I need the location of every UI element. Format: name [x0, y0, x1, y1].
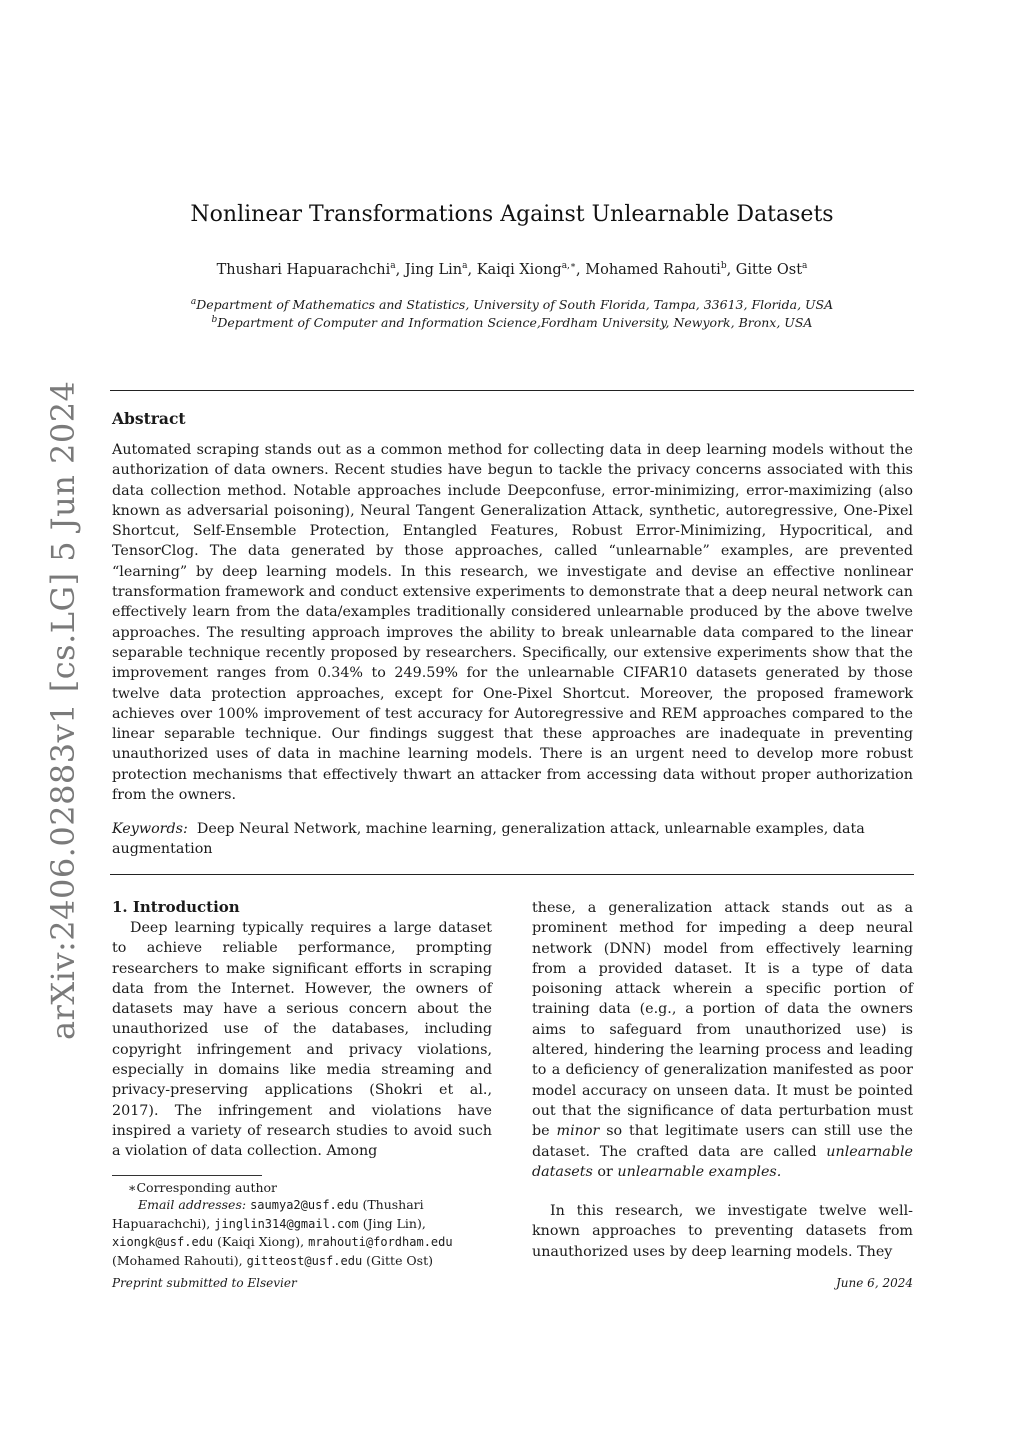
author: Jing Lin$^a$	[404, 261, 468, 278]
email-link[interactable]: mrahouti@fordham.edu	[308, 1235, 453, 1249]
author-list: Thushari Hapuarachchi$^a$, Jing Lin$^a$, Kaiqi Xiong$^{a,∗}$, Mohamed Rahouti$^b$, Gitte Ost$^a$	[216, 261, 808, 278]
intro-column-2-p2	[532, 1201, 913, 1262]
paper-title: Nonlinear Transformations Against Unlearnable Datasets	[190, 202, 834, 227]
intro-column-2	[532, 898, 913, 1182]
keywords-label: Keywords:	[112, 821, 188, 837]
abstract-heading: Abstract	[112, 409, 186, 428]
bottom-rule	[110, 874, 914, 875]
affiliation-b: $^b$Department of Computer and Information Science,Fordham University, Newyork, Bronx, USA	[211, 314, 813, 330]
email-link[interactable]: jinglin314@gmail.com	[214, 1216, 359, 1231]
author: Kaiqi Xiong$^{a,∗}$	[476, 261, 577, 278]
email-link[interactable]: gitteost@usf.edu	[246, 1253, 363, 1268]
intro-paragraph: Deep learning typically requires a large dataset to achieve reliable performance, prompting researchers to make significant efforts in scraping data from the Internet. However, the owners of datasets may have a serious concern about the unauthorized use of the databases, including copyright infringement and privacy violations, especially in domains like media streaming and privacy-preserving applications (Shokri et al., 2017). The infringement and violations have inspired a variety of research studies to avoid such a violation of data collection. Among	[112, 920, 492, 1160]
footer-preprint: Preprint submitted to Elsevier	[112, 1276, 297, 1290]
section-heading: 1. Introduction	[112, 898, 240, 916]
email-link[interactable]: xiongk@usf.edu	[112, 1235, 214, 1249]
intro-column-1	[112, 918, 492, 1162]
footnote-rule	[112, 1175, 262, 1176]
top-rule	[110, 390, 914, 391]
keywords-text: Deep Neural Network, machine learning, generalization attack, unlearnable examples, data augmentation	[112, 821, 865, 858]
intro-paragraph-2: In this research, we investigate twelve well-known approaches to preventing datasets from unauthorized uses by deep learning models. They	[532, 1203, 913, 1260]
footer-date: June 6, 2024	[836, 1276, 913, 1290]
author: Gitte Ost$^a$	[735, 261, 808, 278]
arxiv-stamp: arXiv:2406.02883v1 [cs.LG] 5 Jun 2024	[44, 380, 82, 1040]
intro-paragraph-cont: these, a generalization attack stands out as a prominent method for impeding a deep neural network (DNN) model from effectively learning from a provided dataset. It is a type of data poisoning attack wherein a specific portion of training data (e.g., a portion of data the owners aims to safeguard from unauthorized use) is altered, hindering the learning process and leading to a deficiency of generalization manifested as poor model accuracy on unseen data. It must be pointed out that the significance of data perturbation must be minor so that legitimate users can still use the dataset. The crafted data are called unlearnable datasets or unlearnable examples.	[532, 900, 914, 1180]
affiliation-a: $^a$Department of Mathematics and Statistics, University of South Florida, Tampa, 33613, Florida, USA	[190, 296, 834, 312]
corresponding-author-note: ∗Corresponding author	[128, 1180, 278, 1195]
abstract-text: Automated scraping stands out as a common method for collecting data in deep learning models without the authorization of data owners. Recent studies have begun to tackle the privacy concerns associated with this data collection method. Notable approaches include Deepconfuse, error-minimizing, error-maximizing (also known as adversarial poisoning), Neural Tangent Generalization Attack, synthetic, autoregressive, One-Pixel Shortcut, Self-Ensemble Protection, Entangled Features, Robust Error-Minimizing, Hypocritical, and TensorClog. The data generated by those approaches, called “unlearnable” examples, are prevented “learning” by deep learning models. In this research, we investigate and devise an effective nonlinear transformation framework and conduct extensive experiments to demonstrate that a deep neural network can effectively learn from the data/examples traditionally considered unlearnable produced by the above twelve approaches. The resulting approach improves the ability to break unlearnable data compared to the linear separable technique recently proposed by researchers. Specifically, our extensive experiments show that the improvement ranges from 0.34% to 249.59% for the unlearnable CIFAR10 datasets generated by those twelve data protection approaches, except for One-Pixel Shortcut. Moreover, the proposed framework achieves over 100% improvement of test accuracy for Autoregressive and REM approaches compared to the linear separable technique. Our findings suggest that these approaches are inadequate in preventing unauthorized uses of data in machine learning models. There is an urgent need to develop more robust protection mechanisms that effectively thwart an attacker from accessing data without proper authorization from the owners.	[112, 442, 913, 804]
keywords	[112, 819, 913, 860]
author: Mohamed Rahouti$^b$	[585, 261, 727, 278]
author: Thushari Hapuarachchi$^a$	[216, 261, 396, 278]
email-footnote: Email addresses: saumya2@usf.edu (Thushari Hapuarachchi), jinglin314@gmail.com (Jing Lin), xiongk@usf.edu (Kaiqi Xiong), mrahouti@fordham.edu (Mohamed Rahouti), gitteost@usf.edu (Gitte Ost)	[112, 1197, 453, 1268]
email-link[interactable]: saumya2@usf.edu	[250, 1198, 359, 1212]
